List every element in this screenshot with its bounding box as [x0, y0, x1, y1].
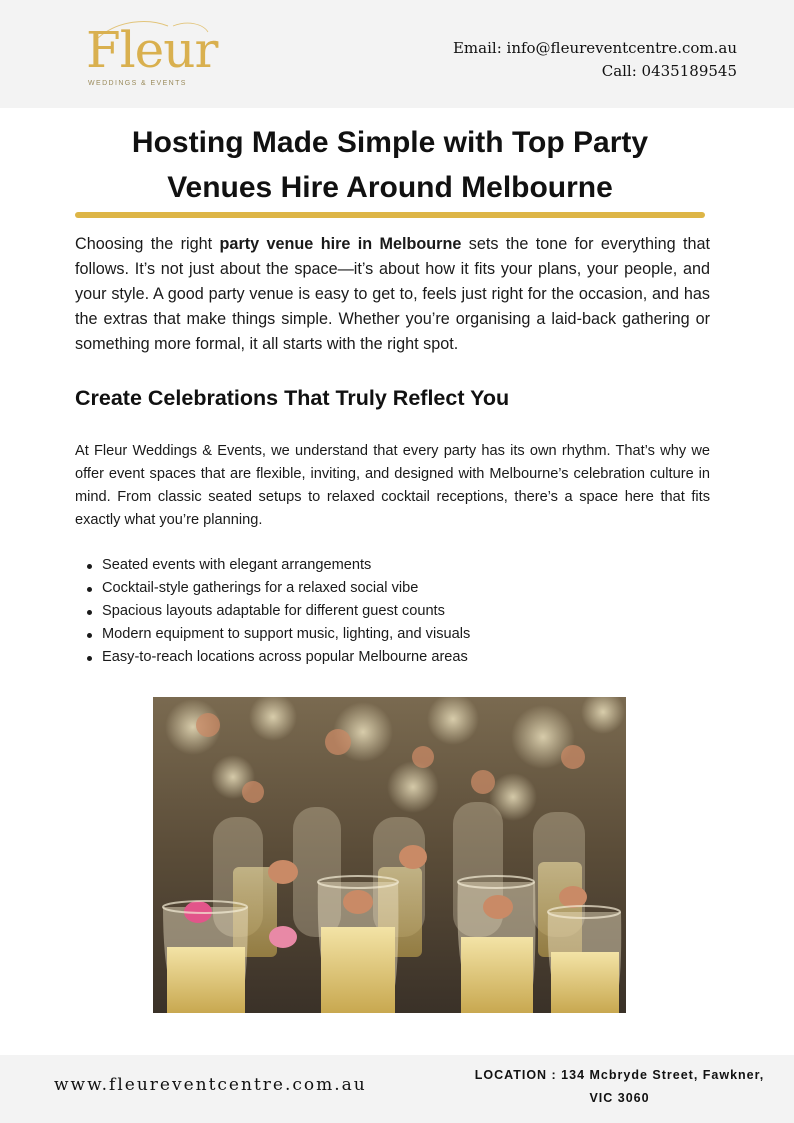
list-item-text: Seated events with elegant arrangements: [102, 557, 372, 573]
page-header: [0, 0, 794, 108]
list-item: [75, 646, 710, 669]
contact-block: [453, 37, 737, 83]
list-item-text: Cocktail-style gatherings for a relaxed social vibe: [102, 580, 419, 596]
intro-paragraph: [75, 232, 710, 357]
list-item: [75, 623, 710, 646]
contact-phone[interactable]: Call: 0435189545: [601, 62, 737, 80]
list-item-text: Spacious layouts adaptable for different guest counts: [102, 603, 445, 619]
section-heading: Create Celebrations That Truly Reflect You: [75, 386, 510, 410]
footer-location: [462, 1064, 777, 1110]
logo-wordmark: Fleur: [86, 21, 218, 79]
intro-prefix: Choosing the right: [75, 235, 220, 253]
list-item: [75, 554, 710, 577]
footer-location-line-2: VIC 3060: [589, 1091, 650, 1105]
feature-list: [75, 554, 710, 669]
intro-suffix: sets the tone for everything that follows. It’s not just about the space—it’s about how it fits your plans, your people, and your style. A good party venue is easy to get to, feels just right for the occasion, and has the extras that make things simple. Whether you’re organising a laid-back gathering or something more formal, it all starts with the right spot.: [75, 235, 710, 353]
bullet-icon: [87, 610, 92, 615]
bullet-icon: [87, 633, 92, 638]
footer-location-line-1: LOCATION : 134 Mcbryde Street, Fawkner,: [474, 1068, 765, 1082]
list-item-text: Easy-to-reach locations across popular Melbourne areas: [102, 649, 468, 665]
page-title: [75, 120, 705, 210]
bullet-icon: [87, 564, 92, 569]
brand-logo: [78, 18, 218, 94]
title-underline: [75, 212, 705, 218]
bullet-icon: [87, 587, 92, 592]
list-item: [75, 600, 710, 623]
section-paragraph: At Fleur Weddings & Events, we understand that every party has its own rhythm. That’s why we offer event spaces that are flexible, inviting, and designed with Melbourne’s celebration culture in mind. From classic seated setups to relaxed cocktail receptions, there’s a space here that fits exactly what you’re planning.: [75, 443, 710, 528]
logo-tagline: WEDDINGS & EVENTS: [88, 80, 187, 87]
champagne-glasses-photo: [153, 697, 626, 1013]
intro-keyword: party venue hire in Melbourne: [219, 235, 462, 253]
title-line-1: Hosting Made Simple with Top Party: [131, 126, 649, 159]
page-footer: [0, 1055, 794, 1123]
footer-website-link[interactable]: www.fleureventcentre.com.au: [54, 1075, 367, 1095]
list-item: [75, 577, 710, 600]
contact-email[interactable]: Email: info@fleureventcentre.com.au: [452, 39, 737, 57]
champagne-photo-illustration: [153, 697, 626, 1013]
title-line-2: Venues Hire Around Melbourne: [167, 171, 613, 204]
bullet-icon: [87, 656, 92, 661]
list-item-text: Modern equipment to support music, lighting, and visuals: [102, 626, 471, 642]
